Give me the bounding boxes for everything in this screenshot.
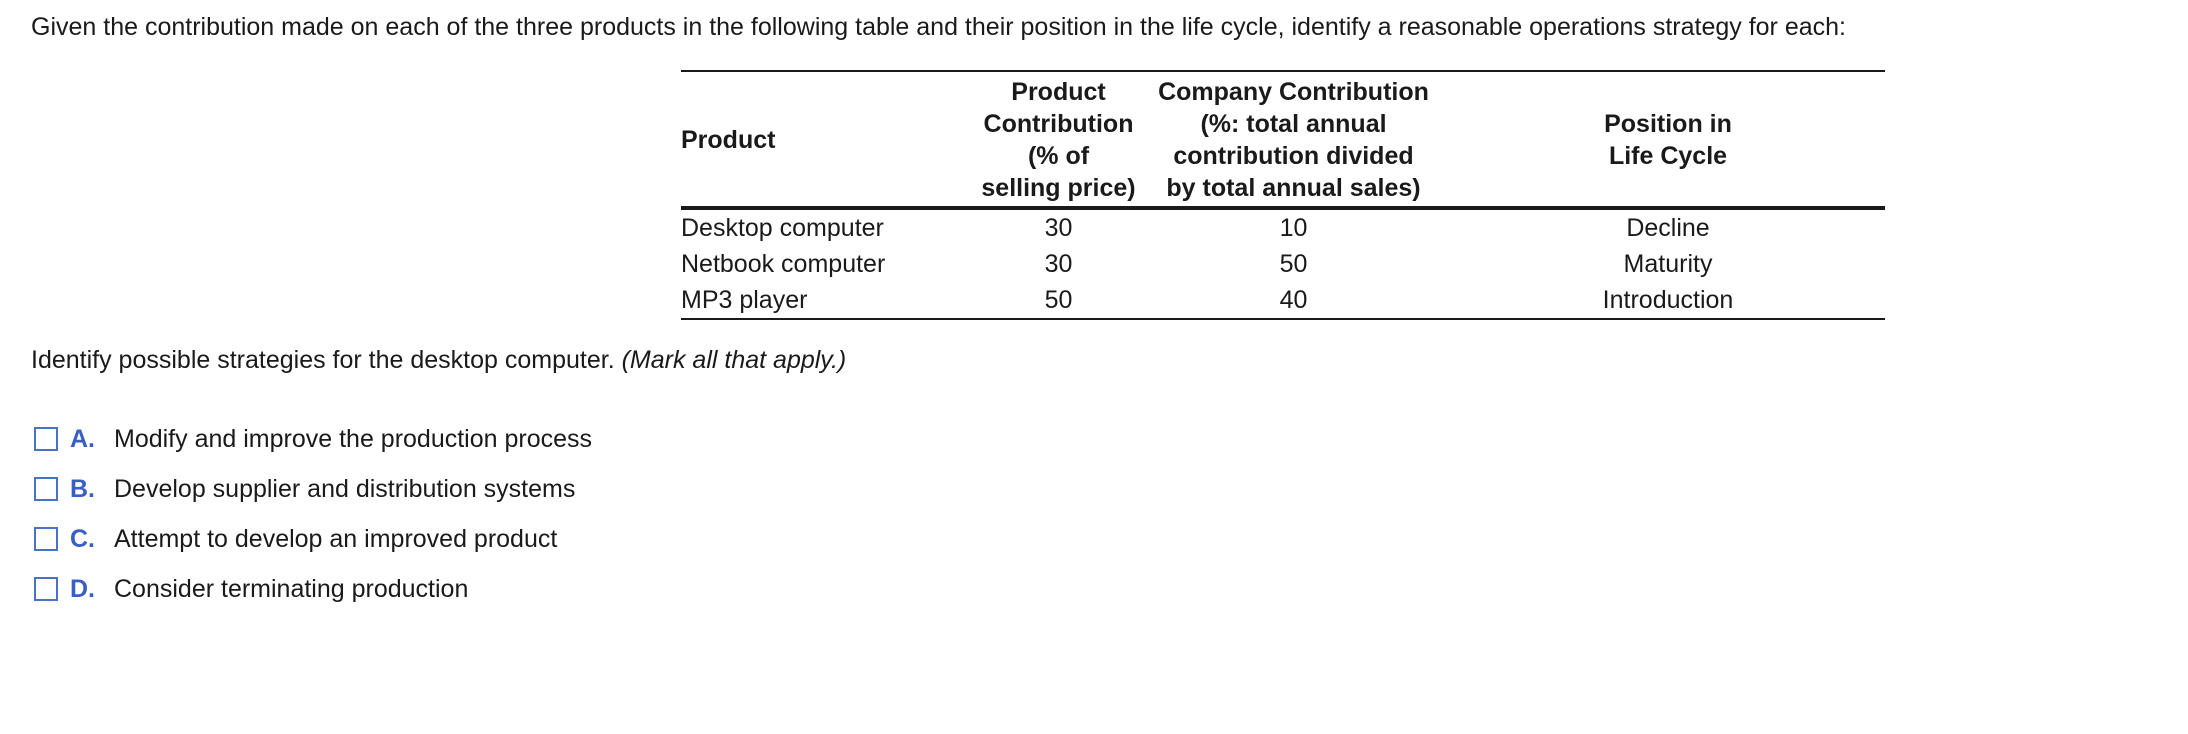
cell-product-contribution: 30 — [1044, 214, 1073, 242]
header-line: Company Contribution — [1158, 78, 1429, 106]
option-letter: B. — [70, 474, 95, 503]
header-line: Product — [1011, 78, 1106, 106]
cell-company-contribution: 40 — [1279, 286, 1308, 314]
header-line: Contribution — [983, 110, 1134, 138]
cell-product-contribution: 50 — [1044, 286, 1073, 314]
option-text: Modify and improve the production process — [114, 424, 593, 453]
answer-options — [34, 420, 592, 620]
option-text: Consider terminating production — [114, 574, 469, 603]
cell-product: Desktop computer — [681, 214, 884, 242]
product-table — [681, 70, 1885, 320]
product-table-container — [681, 70, 1885, 320]
option-a[interactable] — [34, 420, 592, 458]
question-prompt — [31, 343, 846, 377]
question-instruction: (Mark all that apply.) — [621, 346, 847, 374]
option-a-checkbox[interactable] — [34, 427, 58, 451]
cell-company-contribution: 50 — [1279, 250, 1308, 278]
header-company-contribution — [1136, 71, 1451, 208]
cell-product-contribution: 30 — [1044, 250, 1073, 278]
option-letter: C. — [70, 524, 95, 553]
header-product-contribution — [981, 71, 1136, 208]
option-b[interactable] — [34, 470, 592, 508]
header-line: Life Cycle — [1608, 142, 1728, 170]
cell-product: Netbook computer — [681, 250, 886, 278]
option-d[interactable] — [34, 570, 592, 608]
option-text: Develop supplier and distribution systems — [114, 474, 576, 503]
header-line: (%: total annual — [1200, 110, 1387, 138]
option-letter: A. — [70, 424, 95, 453]
cell-position: Maturity — [1623, 250, 1713, 278]
header-line: contribution divided — [1173, 142, 1414, 170]
cell-product: MP3 player — [681, 286, 808, 314]
table-row — [681, 208, 1885, 246]
table-row — [681, 282, 1885, 319]
question-text: Identify possible strategies for the desktop computer. — [31, 346, 615, 374]
cell-company-contribution: 10 — [1279, 214, 1308, 242]
table-row — [681, 246, 1885, 282]
header-line: by total annual sales) — [1166, 174, 1421, 202]
option-b-checkbox[interactable] — [34, 477, 58, 501]
cell-position: Decline — [1626, 214, 1710, 242]
cell-position: Introduction — [1602, 286, 1734, 314]
header-product: Product — [681, 126, 776, 154]
intro-text: Given the contribution made on each of the three products in the following table and their position in the life cycle, identify a reasonable operations strategy for each: — [31, 13, 1846, 41]
option-letter: D. — [70, 574, 95, 603]
option-text: Attempt to develop an improved product — [114, 524, 558, 553]
option-c[interactable] — [34, 520, 592, 558]
header-line: selling price) — [981, 174, 1136, 202]
header-line: Position in — [1604, 110, 1732, 138]
option-d-checkbox[interactable] — [34, 577, 58, 601]
option-c-checkbox[interactable] — [34, 527, 58, 551]
table-header-row — [681, 71, 1885, 208]
header-position — [1451, 71, 1885, 208]
header-line: (% of — [1027, 142, 1090, 170]
